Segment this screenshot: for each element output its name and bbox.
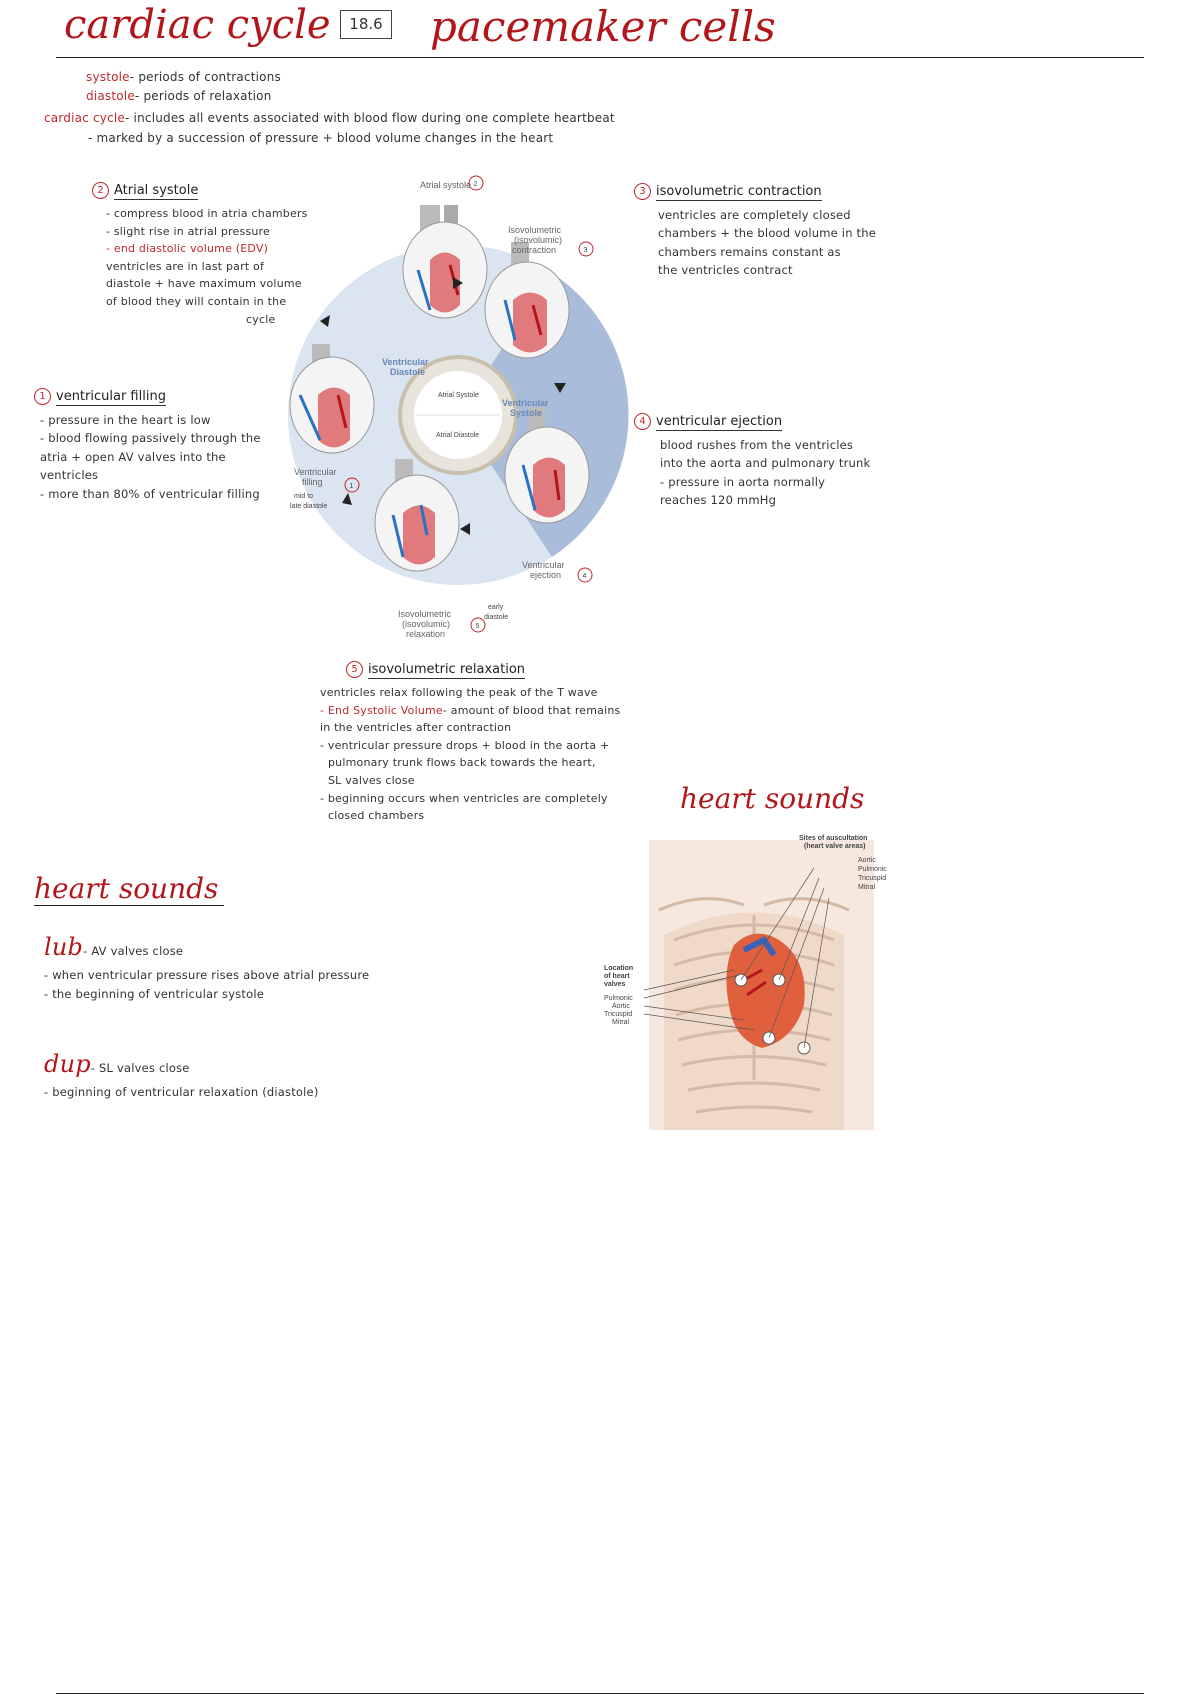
- label-location-title: of heart: [604, 973, 630, 980]
- iso-relaxation-line: in the ventricles after contraction: [320, 721, 512, 735]
- header-divider: [56, 57, 1144, 58]
- diastole-term: diastole: [86, 89, 135, 104]
- label-ventricular-systole: Systole: [510, 408, 543, 418]
- isovolumetric-contraction-note: [634, 183, 876, 280]
- atrial-systole-line: cycle: [246, 312, 276, 326]
- diagram-number-3: 3: [583, 247, 588, 254]
- lub-line: - the beginning of ventricular systole: [44, 986, 265, 1001]
- label-loc-pulmonic: Pulmonic: [604, 995, 633, 1002]
- label-sites-title: Sites of auscultation: [799, 835, 868, 842]
- label-iso-contraction: contraction: [512, 245, 557, 255]
- lub-term: lub: [44, 933, 84, 961]
- iso-contraction-heading: isovolumetric contraction: [656, 184, 822, 199]
- ventricular-ejection-line: into the aorta and pulmonary trunk: [660, 456, 871, 471]
- label-inner-atrial-diastole: Atrial Diastole: [436, 432, 480, 439]
- label-sites-title: (heart valve areas): [804, 843, 866, 850]
- diagram-number-4: 4: [582, 573, 587, 580]
- cardiac-cycle-term: cardiac cycle: [44, 111, 126, 126]
- atrial-systole-note: [92, 182, 308, 328]
- ventricular-filling-heading: ventricular filling: [56, 389, 166, 404]
- ventricular-filling-note: [34, 388, 261, 503]
- heart-sounds-title: heart sounds: [34, 872, 224, 906]
- iso-relaxation-line: closed chambers: [328, 809, 425, 823]
- dup-definition: - SL valves close: [90, 1061, 190, 1075]
- label-mid-late-diastole: mid to: [294, 493, 314, 500]
- ventricular-ejection-line: blood rushes from the ventricles: [660, 438, 854, 452]
- label-ventricular-filling: Ventricular: [294, 467, 337, 477]
- label-iso-relaxation: relaxation: [406, 629, 446, 639]
- label-location-title: valves: [604, 981, 626, 988]
- label-mid-late-diastole: late diastole: [290, 503, 328, 510]
- ventricular-filling-line: - pressure in the heart is low: [40, 413, 211, 427]
- ventricular-filling-line: atria + open AV valves into the: [40, 449, 226, 464]
- ventricular-filling-line: - blood flowing passively through the: [40, 431, 261, 446]
- label-location-title: Location: [604, 965, 634, 972]
- iso-contraction-line: chambers + the blood volume in the: [658, 226, 877, 241]
- page-title: cardiac cycle: [64, 2, 331, 48]
- label-ventricular-diastole: Ventricular: [382, 357, 429, 367]
- lub-section: [44, 928, 369, 1003]
- atrial-systole-line: of blood they will contain in the: [106, 294, 287, 308]
- iso-contraction-line: the ventricles contract: [658, 263, 793, 278]
- cardiac-cycle-diagram: [290, 180, 620, 645]
- dup-term: dup: [44, 1050, 91, 1078]
- dup-section: [44, 1045, 319, 1102]
- auscultation-figure: [604, 830, 894, 1135]
- label-iso-relaxation: (isovolumic): [402, 619, 451, 629]
- label-iso-contraction: Isovolumetric: [508, 225, 562, 235]
- atrial-systole-line: - compress blood in atria chambers: [106, 207, 308, 220]
- iso-relaxation-line: ventricles relax following the peak of the T wave: [320, 686, 598, 699]
- esv-term: - End Systolic Volume: [320, 703, 443, 717]
- diagram-number-5: 5: [475, 623, 480, 630]
- intro-definitions: [44, 68, 615, 148]
- label-iso-contraction: (isovolumic): [514, 235, 563, 245]
- iso-relaxation-line: - ventricular pressure drops + blood in the aorta +: [320, 738, 610, 752]
- iso-relaxation-number: 5: [346, 661, 363, 678]
- label-site-tricuspid: Tricuspid: [858, 875, 887, 882]
- isovolumetric-relaxation-note: [320, 661, 621, 825]
- ventricular-ejection-line: - pressure in aorta normally: [660, 474, 826, 489]
- label-ventricular-ejection: ejection: [530, 570, 562, 580]
- page-subtitle: pacemaker cells: [430, 2, 776, 51]
- footer-divider: [56, 1693, 1144, 1694]
- label-ventricular-filling: filling: [302, 477, 323, 487]
- ventricular-ejection-number: 4: [634, 413, 651, 430]
- dup-line: - beginning of ventricular relaxation (diastole): [44, 1085, 319, 1100]
- ventricular-ejection-line: reaches 120 mmHg: [660, 493, 777, 508]
- iso-relaxation-line: pulmonary trunk flows back towards the heart,: [328, 756, 596, 770]
- atrial-systole-line: - slight rise in atrial pressure: [106, 224, 271, 238]
- atrial-systole-edv-line: - end diastolic volume (EDV): [106, 242, 269, 256]
- heart-top: [403, 205, 487, 318]
- label-ventricular-diastole: Diastole: [390, 367, 426, 377]
- iso-relaxation-line: - beginning occurs when ventricles are completely: [320, 791, 608, 805]
- lub-definition: - AV valves close: [83, 944, 184, 958]
- iso-contraction-line: chambers remains constant as: [658, 244, 841, 259]
- atrial-systole-line: ventricles are in last part of: [106, 259, 265, 273]
- ventricular-filling-number: 1: [34, 388, 51, 405]
- label-early-diastole: diastole: [484, 614, 509, 621]
- heart-sounds-figure-title: heart sounds: [680, 782, 865, 815]
- label-loc-mitral: Mitral: [612, 1019, 630, 1026]
- atrial-systole-number: 2: [92, 182, 109, 199]
- label-early-diastole: early: [488, 604, 504, 611]
- label-loc-aortic: Aortic: [612, 1003, 630, 1010]
- iso-relaxation-line: SL valves close: [328, 773, 415, 787]
- iso-contraction-number: 3: [634, 183, 651, 200]
- systole-definition: - periods of contractions: [129, 70, 281, 84]
- ventricular-filling-line: ventricles: [40, 468, 99, 483]
- cardiac-cycle-definition: - includes all events associated with blood flow during one complete heartbeat: [125, 111, 615, 126]
- diagram-number-2: 2: [473, 181, 478, 188]
- diagram-number-1: 1: [349, 483, 354, 490]
- label-site-aortic: Aortic: [858, 857, 876, 864]
- esv-definition: - amount of blood that remains: [442, 703, 621, 717]
- label-ventricular-ejection: Ventricular: [522, 560, 565, 570]
- section-number-box: 18.6: [340, 10, 392, 39]
- label-site-pulmonic: Pulmonic: [858, 866, 887, 873]
- cardiac-cycle-note: - marked by a succession of pressure + blood volume changes in the heart: [88, 130, 554, 145]
- ventricular-ejection-note: [634, 413, 870, 510]
- label-site-mitral: Mitral: [858, 884, 876, 891]
- label-ventricular-systole: Ventricular: [502, 398, 549, 408]
- ventricular-filling-line: - more than 80% of ventricular filling: [40, 486, 260, 501]
- atrial-systole-line: diastole + have maximum volume: [106, 277, 302, 291]
- atrial-systole-heading: Atrial systole: [114, 183, 199, 198]
- label-iso-relaxation: Isovolumetric: [398, 609, 452, 619]
- ventricular-ejection-heading: ventricular ejection: [656, 414, 783, 429]
- diastole-definition: - periods of relaxation: [134, 89, 272, 104]
- label-atrial-systole: Atrial systole: [420, 180, 472, 190]
- iso-contraction-line: ventricles are completely closed: [658, 208, 851, 222]
- label-loc-tricuspid: Tricuspid: [604, 1011, 633, 1018]
- lub-line: - when ventricular pressure rises above atrial pressure: [44, 968, 370, 983]
- iso-relaxation-heading: isovolumetric relaxation: [368, 662, 526, 677]
- label-inner-atrial-systole: Atrial Systole: [438, 392, 479, 399]
- systole-term: systole: [86, 70, 130, 84]
